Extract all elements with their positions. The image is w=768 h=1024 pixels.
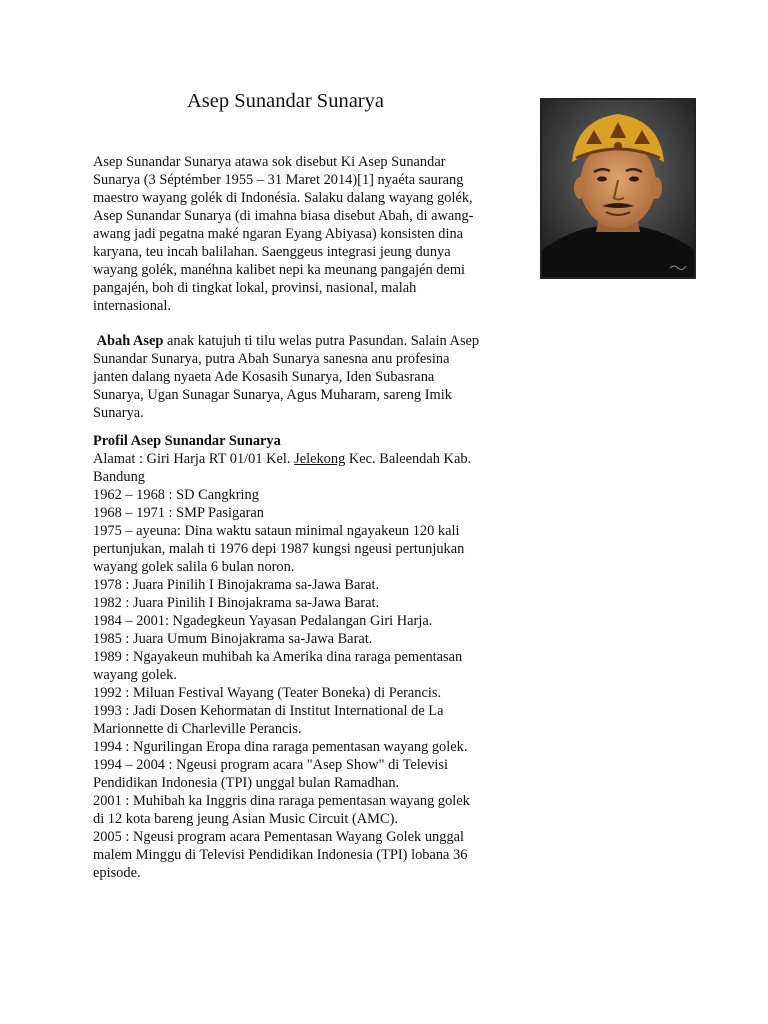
profile-line: Bandung xyxy=(93,469,145,485)
page-title: Asep Sunandar Sunarya xyxy=(187,90,384,112)
intro-line: Asep Sunandar Sunarya (di imahna biasa disebut Abah, di awang- xyxy=(93,208,474,224)
profile-line: 1978 : Juara Pinilih I Binojakrama sa-Jawa Barat. xyxy=(93,577,380,593)
profile-address xyxy=(93,450,513,468)
intro-line: wayang golék, manéhna kalibet nepi ka meunang pangajén demi xyxy=(93,262,466,278)
family-line: Sunarya. xyxy=(93,405,144,421)
profile-line: 1985 : Juara Umum Binojakrama sa-Jawa Barat. xyxy=(93,631,373,647)
family-line: janten dalang nyaeta Ade Kosasih Sunarya, Iden Subasrana xyxy=(93,369,435,385)
family-line xyxy=(93,332,518,350)
profile-line: 1994 : Ngurilingan Eropa dina raraga pementasan wayang golek. xyxy=(93,739,468,755)
family-line-rest: anak katujuh ti tilu welas putra Pasundan. Salain Asep xyxy=(163,333,480,349)
intro-line: internasional. xyxy=(93,298,171,314)
address-suffix: Kec. Baleendah Kab. xyxy=(345,451,472,467)
profile-line: malem Minggu di Televisi Pendidikan Indonesia (TPI) lobana 36 xyxy=(93,847,468,863)
profile-line: 1984 – 2001: Ngadegkeun Yayasan Pedalangan Giri Harja. xyxy=(93,613,433,629)
address-link-jelekong[interactable]: Jelekong xyxy=(294,451,346,467)
profile-line: pertunjukan, malah ti 1976 depi 1987 kungsi ngeusi pertunjukan xyxy=(93,541,465,557)
profile-line: 1993 : Jadi Dosen Kehormatan di Institut International de La xyxy=(93,703,444,719)
portrait-photo xyxy=(540,98,696,279)
profile-line: 2001 : Muhibah ka Inggris dina raraga pementasan wayang golek xyxy=(93,793,470,809)
profile-line: episode. xyxy=(93,865,141,881)
profile-line: wayang golek salila 6 bulan noron. xyxy=(93,559,295,575)
family-lead-name: Abah Asep xyxy=(96,333,164,349)
profile-line: 2005 : Ngeusi program acara Pementasan Wayang Golek unggal xyxy=(93,829,465,845)
family-line: Sunarya, Ugan Sunagar Sunarya, Agus Muharam, sareng Imik xyxy=(93,387,452,403)
profile-section xyxy=(93,432,513,882)
intro-line: karyana, teu incah balilahan. Saenggeus integrasi jeung dunya xyxy=(93,244,451,260)
profile-line: Pendidikan Indonesia (TPI) unggal bulan Ramadhan. xyxy=(93,775,400,791)
intro-line: pangajén, boh di tingkat lokal, provinsi, nasional, malah xyxy=(93,280,417,296)
family-paragraph xyxy=(93,332,518,422)
profile-line: wayang golek. xyxy=(93,667,177,683)
address-prefix: Alamat : Giri Harja RT 01/01 Kel. xyxy=(93,451,295,467)
intro-line: Asep Sunandar Sunarya atawa sok disebut Ki Asep Sunandar xyxy=(93,154,446,170)
intro-line: maestro wayang golék di Indonésia. Salaku dalang wayang golék, xyxy=(93,190,473,206)
profile-line: 1982 : Juara Pinilih I Binojakrama sa-Jawa Barat. xyxy=(93,595,380,611)
profile-line: Marionnette di Charleville Perancis. xyxy=(93,721,302,737)
profile-line: 1994 – 2004 : Ngeusi program acara "Asep Show" di Televisi xyxy=(93,757,448,773)
family-line: Sunandar Sunarya, putra Abah Sunarya sanesna anu profesina xyxy=(93,351,450,367)
profile-line: 1992 : Miluan Festival Wayang (Teater Boneka) di Perancis. xyxy=(93,685,442,701)
profile-line: 1962 – 1968 : SD Cangkring xyxy=(93,487,259,503)
profile-line: 1975 – ayeuna: Dina waktu sataun minimal ngayakeun 120 kali xyxy=(93,523,460,539)
portrait-illustration xyxy=(542,100,694,277)
profile-line: 1968 – 1971 : SMP Pasigaran xyxy=(93,505,264,521)
profile-heading: Profil Asep Sunandar Sunarya xyxy=(93,433,281,449)
intro-line: Sunarya (3 Séptémber 1955 – 31 Maret 2014)[1] nyaéta saurang xyxy=(93,172,464,188)
profile-line: di 12 kota bareng jeung Asian Music Circuit (AMC). xyxy=(93,811,398,827)
intro-line: awang jadi pegatna maké ngaran Eyang Abiyasa) konsisten dina xyxy=(93,226,464,242)
intro-paragraph xyxy=(93,153,513,315)
profile-line: 1989 : Ngayakeun muhibah ka Amerika dina raraga pementasan xyxy=(93,649,463,665)
